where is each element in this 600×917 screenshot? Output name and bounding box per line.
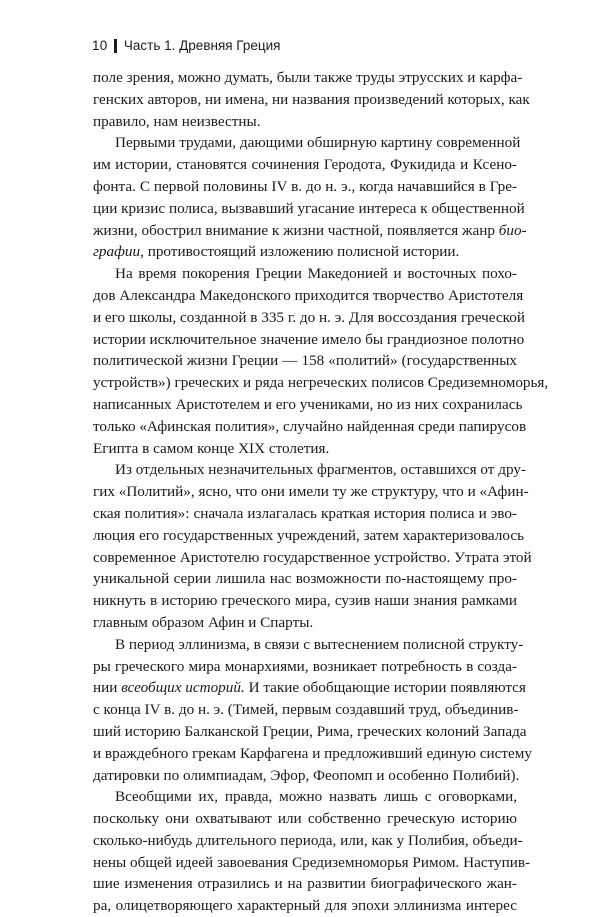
italic-term: био- (498, 221, 527, 239)
text-line (93, 241, 517, 263)
text-line: и его школы, созданной в 335 г. до н. э. Для воссоздания греческой (93, 308, 525, 326)
paragraph (93, 634, 532, 787)
text-line: люция его государственных учреждений, затем характеризовалось (93, 526, 525, 544)
text-run: И такие обобщающие истории появляются (244, 679, 526, 697)
text-line: ры греческого мира монархиями, возникает потребность в созда- (93, 657, 517, 675)
paragraph (93, 786, 531, 917)
paragraph (93, 459, 532, 633)
text-run: жизни, обострил внимание к жизни частной, появляется жанр (93, 221, 499, 239)
text-line: сколько-нибудь длительного периода, или, как у Полибия, объеди- (93, 831, 523, 849)
text-line: Из отдельных незначительных фрагментов, оставшихся от дру- (115, 461, 527, 479)
text-line: датировки по олимпиадам, Эфор, Феопомп и особенно Полибий). (93, 766, 520, 784)
text-line: устройств») греческих и ряда негреческих полисов Средиземноморья, (93, 374, 549, 392)
text-line: Первыми трудами, дающими обширную картину современной (115, 134, 521, 152)
text-line: Египта в самом конце XIX столетия. (93, 439, 330, 457)
text-line: ра, олицетворяющего характерный для эпохи эллинизма интерес (93, 897, 517, 915)
text-line: ший историю Балканской Греции, Рима, греческих колоний Запада (93, 722, 527, 740)
italic-term: графии, (93, 243, 144, 261)
text-line: уникальной серии лишила нас возможности по-настоящему про- (93, 570, 517, 588)
text-line: шие изменения отразились и на развитии биографического жан- (93, 875, 517, 893)
text-line: ская полития»: сначала излагалась краткая история полиса и эво- (93, 504, 517, 522)
running-header (92, 38, 280, 53)
text-line: На время покорения Греции Македонией и восточных похо- (115, 265, 517, 283)
text-run: нии (93, 679, 122, 697)
text-line: поле зрения, можно думать, были также труды этрусских и карфа- (93, 69, 523, 86)
header-separator (114, 39, 117, 53)
italic-term: всеобщих историй. (121, 679, 245, 697)
text-line: с конца IV в. до н. э. (Тимей, первым создавший труд, объединив- (93, 701, 519, 719)
body-text (93, 67, 549, 917)
text-line: дов Александра Македонского приходится творчество Аристотеля (93, 286, 524, 304)
text-line: ции кризис полиса, вызвавший угасание интереса к общественной (93, 199, 525, 217)
text-line: главным образом Афин и Спарты. (93, 613, 314, 631)
text-line: гих «Политий», ясно, что они имели ту же структуру, что и «Афин- (93, 483, 529, 501)
paragraph (93, 67, 530, 132)
text-line: правило, нам неизвестны. (93, 112, 261, 130)
text-line: Всеобщими их, правда, можно назвать лишь с оговорками, (115, 788, 517, 806)
text-line: современное Аристотелю государственное устройство. Утрата этой (93, 548, 532, 566)
chapter-title: Часть 1. Древняя Греция (123, 38, 281, 53)
text-line: поскольку они охватывают или собственно греческую историю (93, 810, 517, 828)
page-number: 10 (92, 38, 108, 53)
text-line: истории исключительное значение имело бы грандиозное полотно (93, 330, 525, 348)
text-line: написанных Аристотелем и его учениками, но из них сохранилась (93, 395, 523, 413)
text-line (93, 677, 526, 699)
text-line: им истории, становятся сочинения Геродота, Фукидида и Ксено- (93, 156, 517, 174)
text-line: только «Афинская полития», случайно найденная среди папирусов (93, 417, 527, 435)
text-line: генских авторов, ни имена, ни названия произведений которых, как (93, 90, 530, 108)
paragraph (93, 263, 549, 459)
text-run: противостоящий изложению полисной истории. (147, 243, 460, 261)
text-line: никнуть в историю греческого мира, сузив наши знания рамками (93, 592, 517, 610)
text-line: и враждебного грекам Карфагена и предложивший единую систему (93, 744, 532, 762)
paragraph (93, 132, 527, 263)
text-line: политической жизни Греции — 158 «политий» (государственных (93, 352, 517, 370)
text-line (93, 220, 527, 242)
text-line: нены общей идеей завоевания Средиземноморья Римом. Наступив- (93, 853, 531, 871)
text-line: В период эллинизма, в связи с вытеснением полисной структу- (115, 635, 524, 653)
text-line: фонта. С первой половины IV в. до н. э., когда начавшийся в Гре- (93, 177, 517, 195)
